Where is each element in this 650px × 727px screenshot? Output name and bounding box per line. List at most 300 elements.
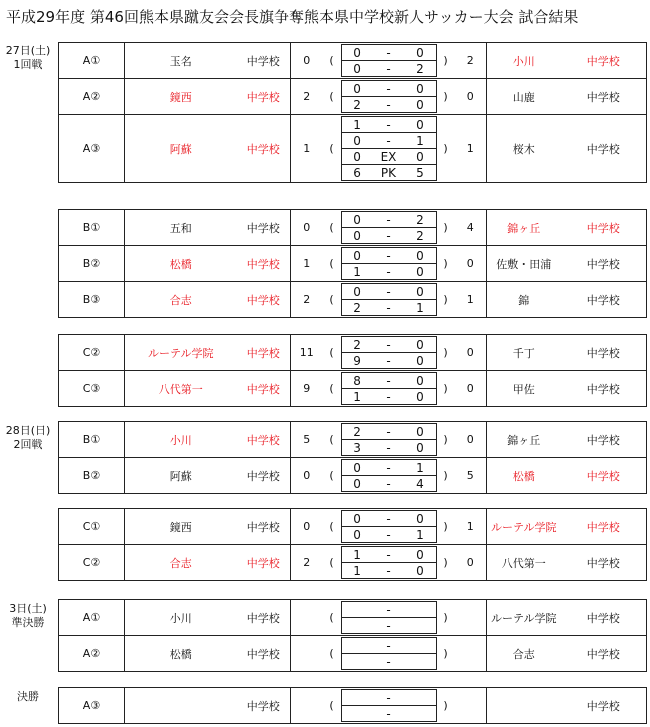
period-left-score: 1: [341, 117, 373, 133]
match-group: [58, 687, 647, 724]
match-group: [58, 209, 647, 318]
right-team-suffix: 中学校: [561, 688, 647, 724]
right-total-score: 0: [455, 335, 487, 371]
period-row: [341, 424, 436, 440]
right-total-score: 1: [455, 509, 487, 545]
left-team-suffix: 中学校: [237, 335, 291, 371]
period-separator: -: [373, 424, 405, 440]
period-row: [341, 81, 436, 97]
period-row: [341, 300, 436, 316]
close-paren: ): [437, 688, 455, 724]
period-scores: [341, 422, 437, 458]
right-team-name: [487, 688, 561, 724]
period-separator: -: [373, 511, 405, 527]
match-row: [59, 210, 647, 246]
match-id: B①: [59, 210, 125, 246]
period-table: [341, 372, 437, 405]
period-separator: -: [373, 638, 405, 654]
left-team-name: 八代第一: [125, 371, 237, 407]
period-separator: -: [373, 133, 405, 149]
period-row: [341, 149, 436, 165]
period-scores: [341, 509, 437, 545]
left-total-score: 1: [291, 115, 323, 183]
period-separator: -: [373, 476, 405, 492]
close-paren: ): [437, 371, 455, 407]
close-paren: ): [437, 79, 455, 115]
right-total-score: 0: [455, 246, 487, 282]
period-row: [341, 511, 436, 527]
open-paren: (: [323, 282, 341, 318]
match-id: B①: [59, 422, 125, 458]
period-table: [341, 689, 437, 722]
left-team-name: [125, 688, 237, 724]
match-row: [59, 545, 647, 581]
period-separator: -: [373, 690, 405, 706]
day-round: 決勝: [17, 690, 39, 703]
right-team-suffix: 中学校: [561, 422, 647, 458]
right-team-name: ルーテル学院: [487, 509, 561, 545]
match-group: [58, 334, 647, 407]
left-total-score: 5: [291, 422, 323, 458]
period-row: [341, 618, 436, 634]
match-row: [59, 636, 647, 672]
left-total-score: [291, 688, 323, 724]
period-separator: -: [373, 61, 405, 77]
period-scores: [341, 115, 437, 183]
period-separator: -: [373, 117, 405, 133]
open-paren: (: [323, 688, 341, 724]
period-table: [341, 459, 437, 492]
right-team-suffix: 中学校: [561, 545, 647, 581]
period-table: [341, 247, 437, 280]
close-paren: ): [437, 458, 455, 494]
right-team-name: 佐敷・田浦: [487, 246, 561, 282]
match-id: A③: [59, 688, 125, 724]
period-left-score: 2: [341, 424, 373, 440]
match-id: B③: [59, 282, 125, 318]
period-right-score: 0: [404, 424, 436, 440]
period-right-score: 2: [404, 61, 436, 77]
period-row: [341, 248, 436, 264]
right-total-score: 0: [455, 79, 487, 115]
right-team-name: 千丁: [487, 335, 561, 371]
period-separator: -: [373, 527, 405, 543]
right-total-score: 0: [455, 371, 487, 407]
left-team-name: ルーテル学院: [125, 335, 237, 371]
match-row: [59, 246, 647, 282]
period-left-score: 8: [341, 373, 373, 389]
period-left-score: 0: [341, 511, 373, 527]
match-group: [58, 421, 647, 494]
period-right-score: 1: [404, 460, 436, 476]
period-separator: -: [373, 602, 405, 618]
right-team-name: 松橋: [487, 458, 561, 494]
right-total-score: 4: [455, 210, 487, 246]
period-table: [341, 510, 437, 543]
match-id: C②: [59, 545, 125, 581]
period-left-score: 0: [341, 212, 373, 228]
period-row: [341, 563, 436, 579]
period-scores: [341, 688, 437, 724]
right-team-name: 小川: [487, 43, 561, 79]
close-paren: ): [437, 600, 455, 636]
match-row: [59, 509, 647, 545]
period-row: [341, 373, 436, 389]
period-table: [341, 546, 437, 579]
period-left-score: 2: [341, 97, 373, 113]
period-scores: [341, 335, 437, 371]
period-left-score: 1: [341, 264, 373, 280]
left-team-suffix: 中学校: [237, 371, 291, 407]
day-round: 2回戦: [13, 438, 43, 451]
open-paren: (: [323, 43, 341, 79]
period-right-score: [404, 638, 436, 654]
close-paren: ): [437, 246, 455, 282]
period-separator: -: [373, 373, 405, 389]
open-paren: (: [323, 600, 341, 636]
match-id: A②: [59, 79, 125, 115]
match-row: [59, 115, 647, 183]
right-team-suffix: 中学校: [561, 210, 647, 246]
period-table: [341, 637, 437, 670]
open-paren: (: [323, 115, 341, 183]
period-left-score: 0: [341, 81, 373, 97]
left-team-name: 鏡西: [125, 509, 237, 545]
period-right-score: 2: [404, 212, 436, 228]
period-right-score: 0: [404, 264, 436, 280]
period-table: [341, 80, 437, 113]
period-separator: -: [373, 440, 405, 456]
right-team-name: 錦ヶ丘: [487, 210, 561, 246]
day-date: 3日(土): [9, 602, 47, 615]
open-paren: (: [323, 545, 341, 581]
period-separator: -: [373, 228, 405, 244]
period-table: [341, 423, 437, 456]
period-left-score: 1: [341, 389, 373, 405]
period-right-score: 0: [404, 337, 436, 353]
period-row: [341, 638, 436, 654]
open-paren: (: [323, 636, 341, 672]
right-total-score: 5: [455, 458, 487, 494]
period-row: [341, 602, 436, 618]
left-total-score: 1: [291, 246, 323, 282]
period-row: [341, 97, 436, 113]
right-team-suffix: 中学校: [561, 115, 647, 183]
left-team-suffix: 中学校: [237, 246, 291, 282]
period-left-score: [341, 690, 373, 706]
period-row: [341, 117, 436, 133]
period-left-score: 1: [341, 547, 373, 563]
period-row: [341, 133, 436, 149]
left-team-suffix: 中学校: [237, 282, 291, 318]
period-separator: -: [373, 563, 405, 579]
right-team-name: 八代第一: [487, 545, 561, 581]
period-right-score: 5: [404, 165, 436, 181]
period-right-score: 1: [404, 300, 436, 316]
left-total-score: 2: [291, 545, 323, 581]
period-table: [341, 211, 437, 244]
right-team-suffix: 中学校: [561, 79, 647, 115]
period-left-score: [341, 706, 373, 722]
day-label-2: [0, 424, 56, 452]
period-separator: -: [373, 45, 405, 61]
period-right-score: 0: [404, 389, 436, 405]
match-row: [59, 458, 647, 494]
open-paren: (: [323, 458, 341, 494]
period-left-score: [341, 618, 373, 634]
close-paren: ): [437, 335, 455, 371]
day-round: 準決勝: [11, 616, 45, 629]
period-table: [341, 601, 437, 634]
period-table: [341, 44, 437, 77]
period-left-score: 9: [341, 353, 373, 369]
period-left-score: 0: [341, 133, 373, 149]
period-left-score: 0: [341, 61, 373, 77]
right-team-suffix: 中学校: [561, 43, 647, 79]
period-left-score: 0: [341, 248, 373, 264]
period-separator: -: [373, 618, 405, 634]
period-row: [341, 353, 436, 369]
right-total-score: 1: [455, 115, 487, 183]
period-right-score: 0: [404, 45, 436, 61]
right-team-suffix: 中学校: [561, 600, 647, 636]
period-scores: [341, 246, 437, 282]
period-right-score: 1: [404, 527, 436, 543]
left-team-name: 小川: [125, 600, 237, 636]
close-paren: ): [437, 545, 455, 581]
period-separator: -: [373, 264, 405, 280]
left-total-score: 9: [291, 371, 323, 407]
page-title: 平成29年度 第46回熊本県蹴友会会長旗争奪熊本県中学校新人サッカー大会 試合結果: [6, 8, 579, 26]
open-paren: (: [323, 246, 341, 282]
left-team-name: 合志: [125, 545, 237, 581]
right-team-name: 桜木: [487, 115, 561, 183]
right-total-score: [455, 636, 487, 672]
period-left-score: 6: [341, 165, 373, 181]
day-label-4: [0, 690, 56, 704]
period-scores: [341, 282, 437, 318]
right-total-score: [455, 600, 487, 636]
close-paren: ): [437, 210, 455, 246]
match-id: B②: [59, 458, 125, 494]
match-id: C①: [59, 509, 125, 545]
period-row: [341, 389, 436, 405]
period-right-score: 0: [404, 149, 436, 165]
period-scores: [341, 545, 437, 581]
period-left-score: 0: [341, 45, 373, 61]
right-team-name: 甲佐: [487, 371, 561, 407]
left-total-score: 2: [291, 79, 323, 115]
left-team-suffix: 中学校: [237, 43, 291, 79]
day-round: 1回戦: [13, 58, 43, 71]
period-row: [341, 228, 436, 244]
period-left-score: 2: [341, 300, 373, 316]
period-row: [341, 337, 436, 353]
close-paren: ): [437, 422, 455, 458]
match-id: C③: [59, 371, 125, 407]
day-label-1: [0, 44, 56, 72]
left-team-suffix: 中学校: [237, 688, 291, 724]
period-right-score: 0: [404, 248, 436, 264]
period-right-score: 0: [404, 81, 436, 97]
period-separator: -: [373, 547, 405, 563]
match-id: A③: [59, 115, 125, 183]
period-row: [341, 654, 436, 670]
right-team-suffix: 中学校: [561, 509, 647, 545]
right-team-name: ルーテル学院: [487, 600, 561, 636]
match-row: [59, 600, 647, 636]
close-paren: ): [437, 636, 455, 672]
left-team-name: 阿蘇: [125, 115, 237, 183]
left-total-score: 0: [291, 458, 323, 494]
right-team-suffix: 中学校: [561, 335, 647, 371]
period-right-score: 0: [404, 440, 436, 456]
match-row: [59, 371, 647, 407]
period-right-score: [404, 654, 436, 670]
match-group: [58, 42, 647, 183]
right-total-score: 2: [455, 43, 487, 79]
period-left-score: 3: [341, 440, 373, 456]
open-paren: (: [323, 371, 341, 407]
period-separator: -: [373, 212, 405, 228]
left-team-name: 小川: [125, 422, 237, 458]
right-total-score: 1: [455, 282, 487, 318]
period-row: [341, 284, 436, 300]
day-date: 27日(土): [5, 44, 51, 57]
right-total-score: [455, 688, 487, 724]
period-left-score: 0: [341, 527, 373, 543]
period-separator: -: [373, 337, 405, 353]
left-team-suffix: 中学校: [237, 115, 291, 183]
period-scores: [341, 43, 437, 79]
period-separator: -: [373, 654, 405, 670]
period-left-score: 1: [341, 563, 373, 579]
period-row: [341, 476, 436, 492]
day-label-3: [0, 602, 56, 630]
right-team-name: 合志: [487, 636, 561, 672]
left-total-score: 0: [291, 210, 323, 246]
open-paren: (: [323, 335, 341, 371]
period-right-score: [404, 690, 436, 706]
match-id: C②: [59, 335, 125, 371]
left-total-score: [291, 600, 323, 636]
period-scores: [341, 636, 437, 672]
left-team-suffix: 中学校: [237, 509, 291, 545]
match-row: [59, 335, 647, 371]
left-team-name: 鏡西: [125, 79, 237, 115]
close-paren: ): [437, 509, 455, 545]
period-separator: -: [373, 460, 405, 476]
left-team-name: 阿蘇: [125, 458, 237, 494]
period-separator: -: [373, 97, 405, 113]
right-team-name: 錦ヶ丘: [487, 422, 561, 458]
match-row: [59, 422, 647, 458]
period-separator: -: [373, 389, 405, 405]
open-paren: (: [323, 79, 341, 115]
left-total-score: [291, 636, 323, 672]
period-separator: -: [373, 248, 405, 264]
match-row: [59, 688, 647, 724]
open-paren: (: [323, 509, 341, 545]
period-row: [341, 212, 436, 228]
right-team-suffix: 中学校: [561, 371, 647, 407]
period-right-score: 0: [404, 563, 436, 579]
period-left-score: [341, 602, 373, 618]
left-total-score: 0: [291, 509, 323, 545]
right-total-score: 0: [455, 545, 487, 581]
period-left-score: 0: [341, 284, 373, 300]
period-left-score: 0: [341, 149, 373, 165]
close-paren: ): [437, 282, 455, 318]
period-scores: [341, 458, 437, 494]
period-separator: -: [373, 353, 405, 369]
period-right-score: 0: [404, 353, 436, 369]
match-id: A①: [59, 600, 125, 636]
right-team-name: 錦: [487, 282, 561, 318]
period-row: [341, 690, 436, 706]
right-team-suffix: 中学校: [561, 246, 647, 282]
period-row: [341, 440, 436, 456]
right-total-score: 0: [455, 422, 487, 458]
left-team-suffix: 中学校: [237, 422, 291, 458]
match-row: [59, 79, 647, 115]
period-separator: -: [373, 81, 405, 97]
period-row: [341, 527, 436, 543]
period-left-score: 0: [341, 228, 373, 244]
period-right-score: 0: [404, 97, 436, 113]
day-date: 28日(日): [5, 424, 51, 437]
period-scores: [341, 600, 437, 636]
period-scores: [341, 371, 437, 407]
match-group: [58, 599, 647, 672]
left-team-suffix: 中学校: [237, 210, 291, 246]
match-id: A②: [59, 636, 125, 672]
period-right-score: 0: [404, 373, 436, 389]
period-separator: EX: [373, 149, 405, 165]
left-team-suffix: 中学校: [237, 79, 291, 115]
left-total-score: 0: [291, 43, 323, 79]
right-team-suffix: 中学校: [561, 636, 647, 672]
period-right-score: 0: [404, 117, 436, 133]
open-paren: (: [323, 422, 341, 458]
period-right-score: 2: [404, 228, 436, 244]
left-team-name: 松橋: [125, 246, 237, 282]
match-id: A①: [59, 43, 125, 79]
left-team-name: 松橋: [125, 636, 237, 672]
left-team-name: 合志: [125, 282, 237, 318]
match-row: [59, 282, 647, 318]
period-left-score: 0: [341, 476, 373, 492]
period-right-score: 1: [404, 133, 436, 149]
period-right-score: [404, 706, 436, 722]
right-team-name: 山鹿: [487, 79, 561, 115]
left-team-name: 玉名: [125, 43, 237, 79]
period-right-score: [404, 618, 436, 634]
period-row: [341, 264, 436, 280]
period-separator: -: [373, 706, 405, 722]
left-team-suffix: 中学校: [237, 600, 291, 636]
right-team-suffix: 中学校: [561, 458, 647, 494]
period-table: [341, 336, 437, 369]
period-left-score: 0: [341, 460, 373, 476]
close-paren: ): [437, 43, 455, 79]
period-right-score: [404, 602, 436, 618]
period-left-score: [341, 638, 373, 654]
left-team-suffix: 中学校: [237, 545, 291, 581]
left-total-score: 2: [291, 282, 323, 318]
period-separator: PK: [373, 165, 405, 181]
right-team-suffix: 中学校: [561, 282, 647, 318]
